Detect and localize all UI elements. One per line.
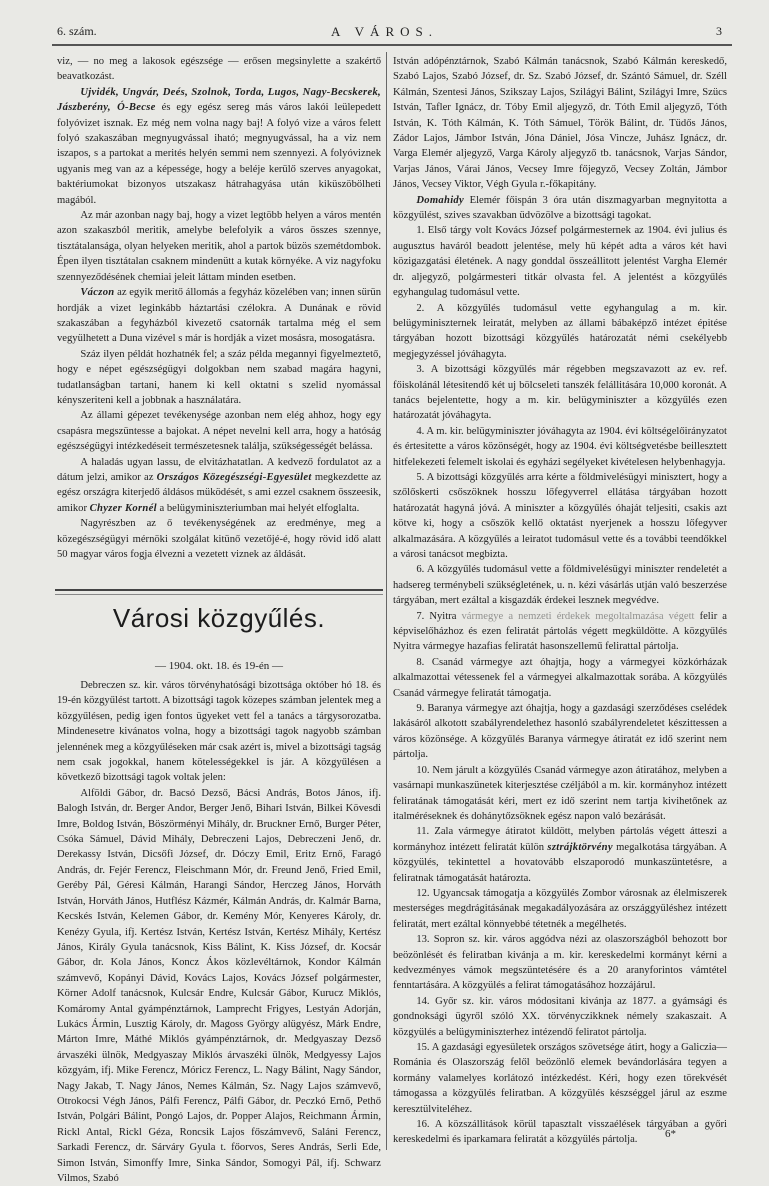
emphasized-text: sztrájktörvény (547, 841, 613, 853)
paragraph (393, 994, 727, 1040)
text-segment: 2. A közgyűlés tudomásul vette egyhangulag a m. kir. belügyminiszternek leiratát, melyben az állami bábaképző intézet épitése tárgyában hozott bizottsági közgyűlés határozatát némi csekélyebb megjegyzéssel jóváhagyta. (393, 302, 727, 360)
paragraph (57, 347, 381, 409)
text-segment: 1. Első tárgy volt Kovács József polgármesternek az 1904. évi julius és augusztus haváról beadott jelentése, mely hü képét adta a város két havi közigazgatási életének. A nagy gonddal összeállitott jelentést Vargha Elemér dr. aljegyző, polgármesteri titkár olvasta fel. A jelentést a közgyűlés egyhangulag tudomásul vette. (393, 225, 727, 299)
signature-mark: 6* (665, 1128, 676, 1140)
article-city-assembly-left (57, 678, 381, 1186)
paragraph (57, 285, 381, 347)
paragraph (393, 824, 727, 886)
text-segment: és egy egész sereg más város lakói leülepedett folyóvizet isznak. Ez még nem volna nagy baj! A folyó vize a város felett folyó szakaszában megnyugvással iható; megnyugvással, ha a viz nem iszapos, s a partokat a merités helyén semmi nem szennyezi. A folyóviznek ugyanis meg van az a képessége, hogy a beléje kerülő szerves anyagokat, baktériumokat bizonyos utszakasz hátrahagyása után kiküszöbölheti magából. (57, 102, 381, 206)
paragraph (393, 1040, 727, 1117)
text-segment: 4. A m. kir. belügyminiszter jóváhagyta az 1904. évi költségelőirányzatot és értesitette a város közönségét, hogy az 1904. évi költségvetésbe beillesztett hitfelekezeti felemelt iskolai és egyházi segélyeket kivételesen helybenhagyja. (393, 425, 727, 468)
text-segment: 12. Ugyancsak támogatja a közgyülés Zombor városnak az élelmiszerek mesterséges megdrágitásának megakadályozására az országgyüléshez intézett feliratát, mert ezáltal könnyebbé tétetnék a megélhetés. (393, 887, 727, 930)
paragraph (393, 193, 727, 224)
article-date: — 1904. okt. 18. és 19-én — (154, 660, 283, 672)
text-segment: 16. A közszállitások körül tapasztalt visszaélések tárgyában a győri kereskedelmi és iparkamara feliratát a közgyülés pártolja. (393, 1119, 727, 1146)
paragraph (57, 516, 381, 562)
text-segment: 8. Csanád vármegye azt óhajtja, hogy a vármegyei közkórházak alkalmazottai vétessenek fel a vármegyei alkalmazottak sorába. A közgyülés Csanád vármegye feliratát támogatja. (393, 656, 727, 699)
paragraph (57, 208, 381, 285)
page-number: 3 (716, 24, 722, 38)
text-segment: István adópénztárnok, Szabó Kálmán tanácsnok, Szabó Kálmán kereskedő, Szabó Lajos, Szabó József, dr. Sz. Szabó József, dr. Szántó Sámuel, dr. Széll Kálmán, Szentesi János, Szikszay Lajos, Szilágyi Bálint, Szilágyi Imre, Szücs István, Tafler Ignácz, dr. Tóby Emil aljegyző, dr. Tóth Emil aljegyző, Tóth István, K. Tóth Kálmán, K. Tóth Sámuel, Török Bálint, dr. Tüdős János, Zádor Lajos, Jámbor István, Jóna Dániel, Jósa Vincze, Juhász Ignácz, dr. Varga Elemér aljegyző, Varga Károly aljegyző tb. tanácsnok, Varjas Sándor, Varjas János, Várai János, Vecsey Imre főjegyző, Vecsey Zoltán, Jámbor János, Vecsey Viktor, Végh Gyula r.-főkapitány. (393, 56, 727, 191)
text-segment: A haladás ugyan lassu, de elvitázhatatlan. A kedvező fordulatot az a dátum jelzi, amikor az (57, 456, 381, 483)
paragraph (393, 362, 727, 424)
article-water-supply (57, 54, 381, 562)
emphasized-text: Országos Közegészségi-Egyesület (156, 471, 312, 483)
paragraph (393, 424, 727, 470)
paragraph (57, 85, 381, 208)
paragraph (393, 701, 727, 763)
text-segment: Alföldi Gábor, dr. Bacsó Dezső, Bácsi András, Botos János, ifj. Balogh István, dr. Berger Andor, Berger Jenő, Bihari István, Bilkei Kövesdi Imre, Boldog István, Böszörményi Mihály, dr. Bruckner Ernő, Burger Péter, Csóka Sámuel, Dávid Mihály, Debreczeni Lajos, Debreczeni Jenő, dr. Derekassy István, Dicsőfi József, dr. Dóczy Emil, Eritz Ernő, Faragó András, dr. Fejér Ferencz, Fleischmann Mór, dr. Freund Jenő, Fried Emil, Geréby Pál, Géresi Kálmán, Harangi Sándor, Herczeg János, Horváth István, Horváth János, Hutflész Kázmér, Kálmán András, dr. Kalmár Barna, Kecskés István, Kelemen Gábor, dr. Kemény Mór, Kenyeres Károly, dr. Kenézy Gyula, ifj. Kertész István, Kertész István, Kertész Mihály, Kertész János, Király Gyula tanácsnok, Kiss Bálint, K. Kiss József, dr. Kocsár Gábor, dr. Kola János, Koncz Ákos közlevéltárnok, Kondor Kálmán számvevő, Kopányi Dávid, Kovács Lajos, Kovács József polgármester, Körner Adolf tanácsnok, Kulcsár Endre, Kulcsár Gábor, Kurucz Miklós, Komáromy Antal gyámpénztárnok, Lamprecht Frigyes, Lestyán Adorján, Lukács Ármin, Lusztig Károly, dr. Magoss György alügyész, Márk Endre, Márton Imre, Máthé Miklós gyámpénztárnok, dr. Medgyaszay Dezső árvaszéki ülnök, Medgyaszay Miklós árvaszéki ülnök, Medgyessy Lajos közgyám, ifj. Mike Ferencz, Móricz Ferencz, L. Nagy Bálint, Nagy Sándor, Nagy Jakab, T. Nagy János, Nemes Kálmán, Sz. Nagy Lajos számvevő, Otrokocsi Végh János, Pálfi Ferencz, Pálfi Gábor, dr. Peczkó Ernő, Pethő István, Polgári Bálint, Pongó Lajos, dr. Popper Alajos, Reichmann Ármin, Rickl Antal, Rickl Géza, Roncsik Lajos főszámvevő, Saláni Ferencz, Sarkadi Ferencz, dr. Sárváry Gyula t. főorvos, Seres András, Serli Ede, Simon István, Simonffy Imre, Sinka Sándor, Somogyi Pál, ifj. Schwarz Vilmos, Szabó (57, 787, 381, 1184)
paragraph (393, 609, 727, 655)
emphasized-text: Chyzer Kornél (89, 502, 157, 514)
paragraph (393, 562, 727, 608)
emphasized-text: Domahidy (416, 194, 465, 206)
paragraph (57, 408, 381, 454)
text-segment: megkezdette az egész országra kiterjedő áldásos müködését, s ami ezzel csaknem összeesik, amikor (57, 471, 382, 514)
paragraph (393, 655, 727, 701)
paragraph (393, 932, 727, 994)
text-segment: 9. Baranya vármegye azt óhajtja, hogy a gazdasági szerződéses cselédek lakásáról alkotott szabályrendelethez hasonló szabályrendeletet készittessen a város közönsége. A közgyűlés Baranya vármegye átiratát ez idő szerint nem pártolja. (393, 703, 727, 761)
text-segment: 5. A bizottsági közgyűlés arra kérte a földmivelésügyi minisztert, hogy a szőlőskerti csőszöknek hosszu lőfegyverrel ellátása tárgyában hozott határozatát hagyná jóvá. A miniszter a közgyűlés óhaját teljesiti, csakis azt kötve ki, hogy a csőszök kellő oktatást nyerjenek a hosszu lőfegyver alkalmazására. A közgyűlés a leiratot tudomásul vette és a további teendőkkel a városi tanácsot megbizta. (393, 471, 727, 560)
text-segment: Száz ilyen példát hozhatnék fel; a száz példa megannyi figyelmeztető, hogy e népet egészségügyi dolgokban nem szabad magára hagyni, tudatlanságban tartani, hanem ki kell oktatni s szelid nyomással kényszeriteni kell a jobbnak a használatára. (57, 348, 381, 406)
text-segment: 7. Nyitra (416, 610, 462, 622)
text-segment: 3. A bizottsági közgyűlés már régebben megszavazott az ev. ref. főiskolánál létesitendő két uj bölcseleti tanszék felállitására 10,000 koronát. A tanács bejelentette, hogy a m. kir. belügyminiszter a közgyűlés ezen határozatát jóváhagyta. (393, 364, 727, 422)
paragraph (393, 886, 727, 932)
article-city-assembly-right (393, 54, 727, 1148)
paragraph (57, 678, 381, 786)
text-segment: Elemér főispán 3 óra után diszmagyarban megnyitotta a közgyűlést, szives szavakban üdvözölve a bizottsági tagokat. (393, 194, 727, 222)
paragraph (393, 223, 727, 300)
paragraph (393, 301, 727, 363)
header-rule (52, 44, 732, 46)
text-segment: vármegye a nemzeti érdekek megoltalmazása végett (461, 610, 695, 622)
text-segment: 14. Győr sz. kir. város módositani kivánja az 1877. a gyámsági és gondnoksági ügyről szóló XX. törvényczikknek némely szakaszait. A közgyülés a belügyminiszterhez intézendő feliratot pártolja. (393, 995, 727, 1038)
text-segment: 15. A gazdasági egyesületek országos szövetsége átirt, hogy a Galiczia—Románia és Olaszország felől beözönlő elemek bevándorlására tegyen a kormány valamelyes korlátozó intézkedést. Kéri, hogy ezen törekvését támogassa a közgyülés feliratban. A közgyülés készséggel járul az eszme keresztülviteléhez. (393, 1042, 727, 1115)
issue-number: 6. szám. (57, 24, 97, 38)
paragraph (393, 470, 727, 562)
text-segment: a belügyminiszteriumban mai helyét elfoglalta. (156, 502, 360, 514)
text-segment: Debreczen sz. kir. város törvényhatósági bizottsága október hó 18. és 19-én közgyűlést tartott. A bizottsági tagok közepes számban jelentek meg a közgyűlésen, pedig igen fontos ügyeket vett fel a tanács a tárgysorozatba. Mindenesetre kivánatos volna, hogy a bizottsági tagok nagyobb számban jelennének meg a közgyűléseken már csak azért is, mivel a bizottsági tagság nem csak jogokkal, hanem kötelességekkel is jár. A közgyűlésen a következő bizottsági tagok voltak jelen: (57, 680, 381, 784)
text-segment: felir a képviselőházhoz és ezen feliratát pártolás végett megküldötte. A közgyűlés Nyitra vármegye hazafias feliratát hasonszellemű felirattal pártolja. (393, 610, 727, 653)
column-divider (386, 52, 387, 1150)
text-segment: 6. A közgyűlés tudomásul vette a földmivelésügyi miniszter rendeletét a hadsereg terménybeli szükségletének, u. n. kézi vásárlás utján való beszerzése tárgyában, mert ezáltal a kisgazdák érdekei lesznek megvédve. (393, 564, 727, 607)
article-title: Városi közgyűlés. (112, 603, 326, 633)
text-segment: 10. Nem járult a közgyülés Csanád vármegye azon átiratához, melyben a vasárnapi munkaszünetek kiterjesztése czéljából a m. kir. kormányhoz intézett feliratának támogatását kéri, mert ez idő szerint nem tartja kivihetőnek az italméréseknek és dohánytőzsöknek egész napon való bezárását. (393, 764, 727, 822)
article-separator (55, 589, 383, 595)
paragraph (393, 763, 727, 825)
paragraph (57, 786, 381, 1186)
emphasized-text: Ujvidék, Ungvár, Deés, Szolnok, Torda, Lugos, Nagy-Becskerek, Jászberény, Ó-Becse (57, 86, 381, 114)
paragraph (393, 54, 727, 193)
text-segment: 13. Sopron sz. kir. város aggódva nézi az olaszországból behozott bor beözönlését és feliratban kivánja a m. kir. kereskedelmi kormányt kérni a kedvezményes vámok megszüntetésére és a 20 aranyforintos vámtétel fenntartására. A közgyülés a felirat támogatásához hozzájárul. (393, 934, 727, 992)
text-segment: az egyik meritő állomás a fegyház közelében van; innen sürün hordják a vizet leginkább háztartási czélokra. A Dunának e rövid szakaszában a fegyházból kivezető csatornák tartalma még el sem vegyülhetett a Duna vizével s már is hordják a vizet mosásra, mosogatásra. (57, 287, 382, 345)
paragraph (57, 54, 381, 85)
text-segment: Az már azonban nagy baj, hogy a vizet legtöbb helyen a város mentén azon szakaszból meritik, amelybe belefolyik a város összes szennye, tisztátalansága, olyan helyeken meritik, ahol a partok büzös szemétdombok. Épen ilyen tisztátalan csaknem mindenütt a kutak környéke. A viz nagyfoku szennyeződésének chemiai jeleit láttam minden esetben. (57, 210, 381, 283)
paragraph (393, 1117, 727, 1148)
paragraph (57, 455, 381, 517)
emphasized-text: Váczon (80, 287, 115, 299)
newspaper-title: A VÁROS. (330, 24, 438, 39)
text-segment: Nagyrészben az ő tevékenységének az eredménye, meg a közegészségügyi mérnöki szolgálat kitünő vezetőjé-é, hogy rövid idő alatt 50 magyar város fogja élvezni a vezetett viznek az áldását. (57, 518, 381, 560)
text-segment: viz, — no meg a lakosok egészsége — erősen megsinylette a szakértő beavatkozást. (57, 56, 381, 83)
text-segment: Az állami gépezet tevékenysége azonban nem elég ahhoz, hogy egy csapásra megszüntesse a bajokat. A népet nevelni kell arra, hogy a hatóság egészségügyi intézkedéseit természetesnek találja, szükségességét belássa. (57, 410, 381, 453)
text-segment: 11. Zala vármegye átiratot küldött, melyben pártolás végett átteszi a kormányhoz intézett feliratát külön (393, 826, 727, 853)
text-segment: megalkotása tárgyában. A közgyülés, tekintettel a hovatovább elszaporodó munkaszüntetésre, a feliratnak támogatását határozta. (393, 841, 727, 884)
